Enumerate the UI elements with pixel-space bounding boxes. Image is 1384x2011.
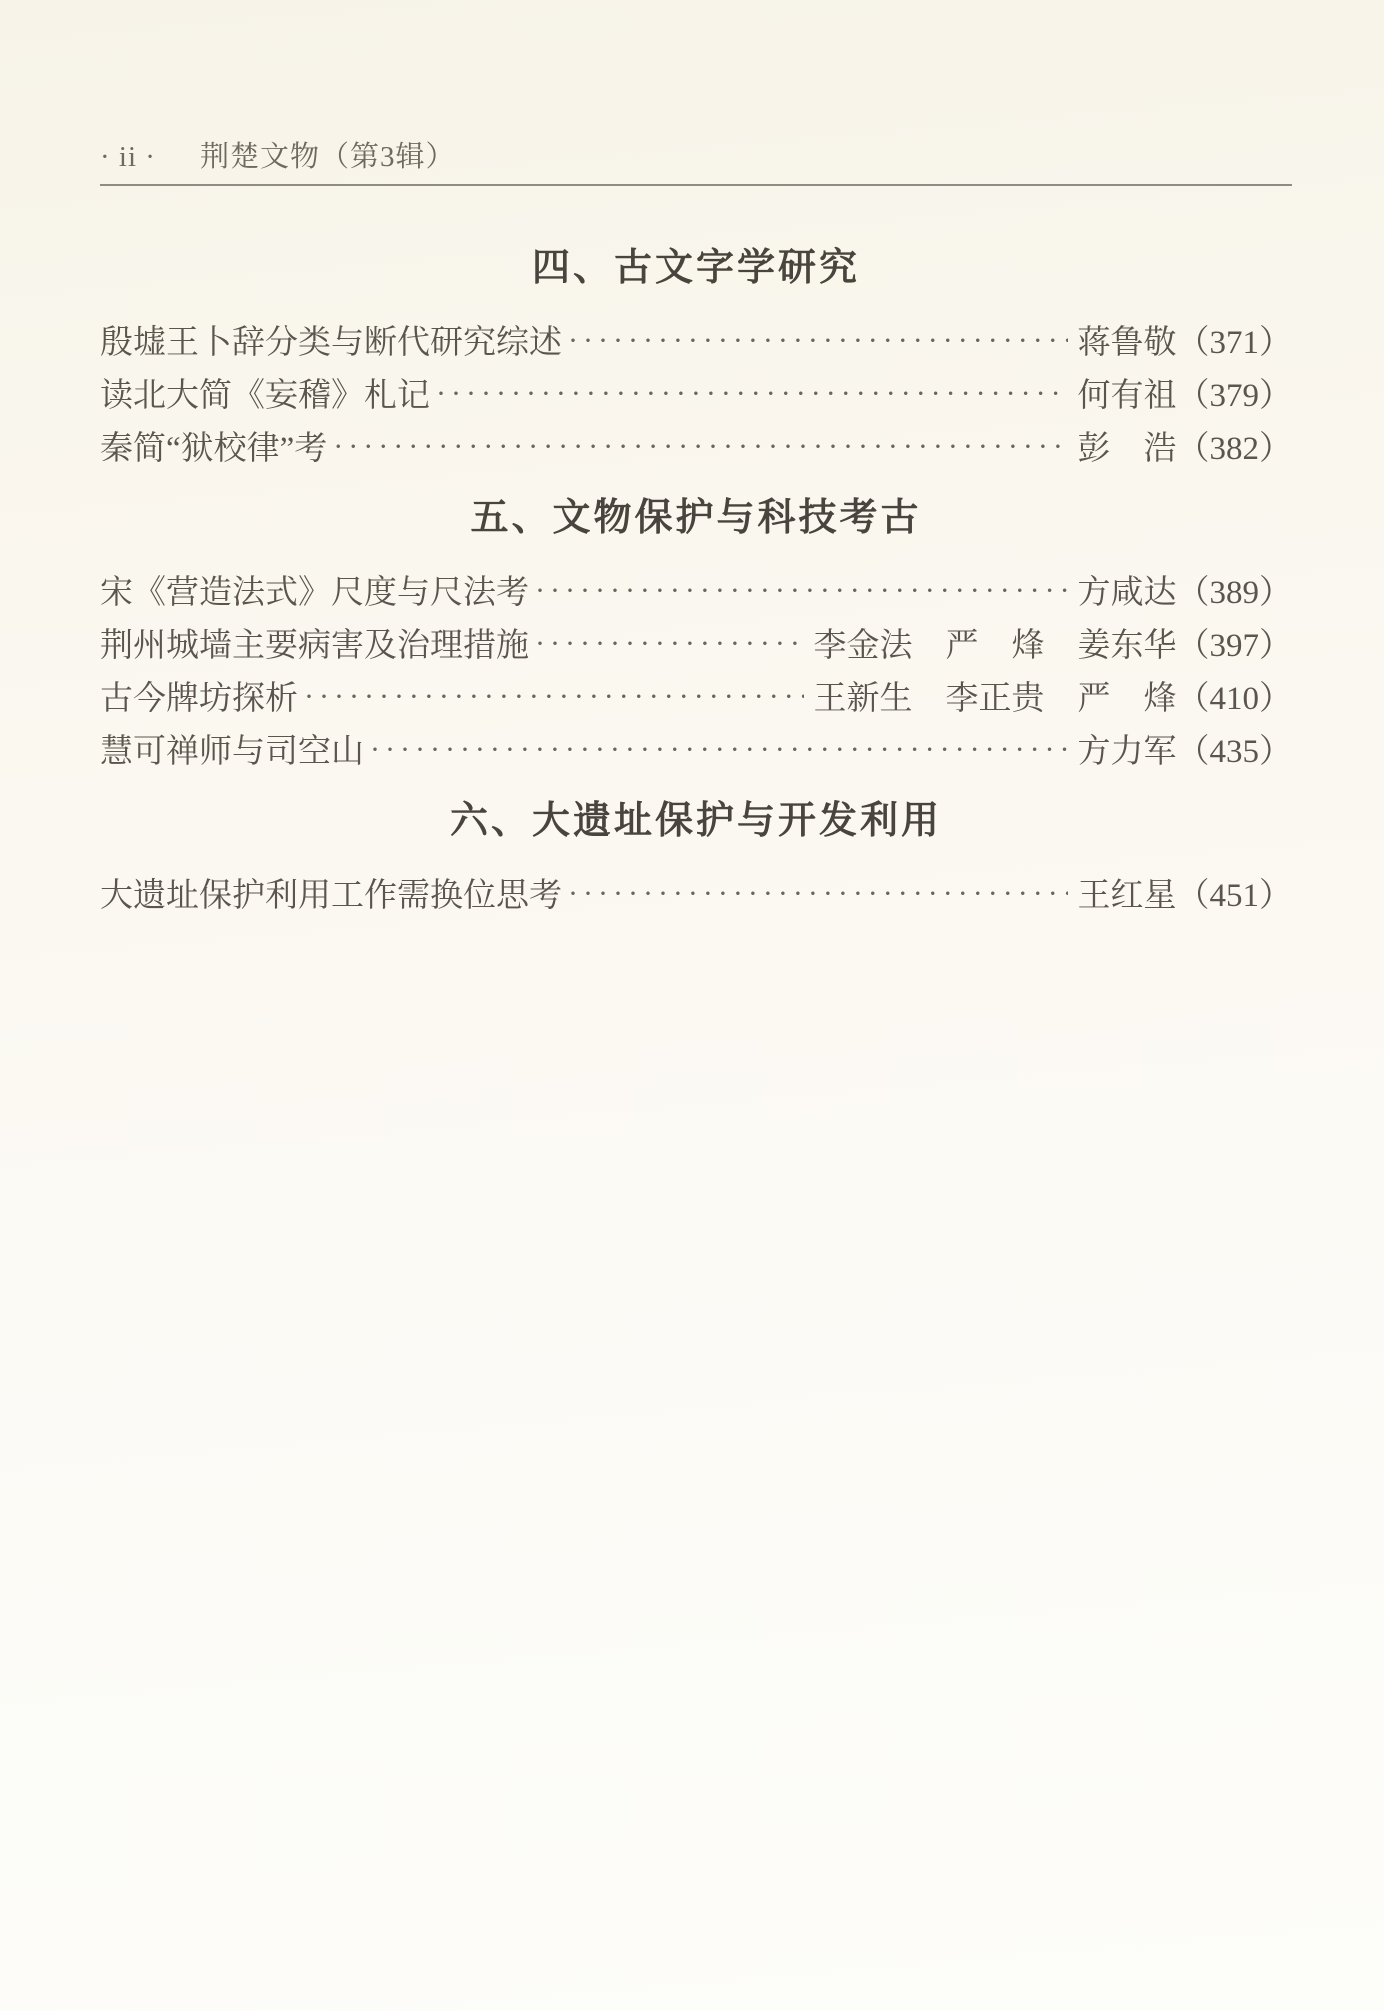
page-content bbox=[100, 0, 1292, 923]
dot-leader bbox=[304, 670, 804, 723]
toc-entry bbox=[100, 673, 1292, 726]
dot-leader bbox=[535, 617, 804, 670]
folio-page-number: · ii · bbox=[100, 141, 156, 173]
dot-leader bbox=[535, 564, 1068, 617]
entry-page-number: （382） bbox=[1176, 431, 1292, 467]
book-title: 荆楚文物（第3辑） bbox=[199, 141, 456, 173]
entry-authors: 蒋鲁敬 bbox=[1077, 325, 1177, 361]
entry-title: 秦简“狱校律”考 bbox=[100, 431, 328, 467]
entry-page-number: （371） bbox=[1176, 325, 1292, 361]
entry-authors: 方力军 bbox=[1077, 734, 1177, 770]
dot-leader bbox=[568, 867, 1068, 920]
section-heading: 六、大遗址保护与开发利用 bbox=[449, 800, 942, 842]
dot-leader bbox=[436, 367, 1068, 420]
toc-entry bbox=[100, 370, 1292, 423]
toc-entry bbox=[100, 870, 1292, 923]
running-head bbox=[100, 134, 1292, 175]
entry-authors: 李金法 严 烽 姜东华 bbox=[813, 628, 1177, 664]
entry-authors: 何有祖 bbox=[1077, 378, 1177, 414]
section-heading: 四、古文字学研究 bbox=[531, 247, 860, 289]
entry-title: 读北大简《妄稽》札记 bbox=[100, 378, 430, 414]
dot-leader bbox=[333, 420, 1067, 473]
entry-page-number: （451） bbox=[1176, 878, 1292, 914]
entry-list bbox=[100, 317, 1292, 476]
toc-entry bbox=[100, 567, 1292, 620]
toc-section-6 bbox=[100, 789, 1292, 923]
entry-list bbox=[100, 870, 1292, 923]
toc-entry bbox=[100, 726, 1292, 779]
toc-entry bbox=[100, 423, 1292, 476]
entry-authors: 彭 浩 bbox=[1077, 431, 1177, 467]
entry-page-number: （410） bbox=[1176, 681, 1292, 717]
entry-page-number: （379） bbox=[1176, 378, 1292, 414]
entry-page-number: （397） bbox=[1176, 628, 1292, 664]
entry-page-number: （389） bbox=[1176, 575, 1292, 611]
entry-authors: 王红星 bbox=[1077, 878, 1177, 914]
header-divider bbox=[100, 184, 1292, 186]
toc-entry bbox=[100, 620, 1292, 673]
entry-list bbox=[100, 567, 1292, 779]
toc-section-5 bbox=[100, 486, 1292, 779]
entry-authors: 王新生 李正贵 严 烽 bbox=[813, 681, 1177, 717]
dot-leader bbox=[568, 314, 1068, 367]
section-heading: 五、文物保护与科技考古 bbox=[470, 497, 922, 539]
entry-title: 殷墟王卜辞分类与断代研究综述 bbox=[100, 325, 562, 361]
dot-leader bbox=[370, 723, 1068, 776]
entry-title: 慧可禅师与司空山 bbox=[100, 734, 364, 770]
entry-title: 古今牌坊探析 bbox=[100, 681, 298, 717]
toc-section-4 bbox=[100, 236, 1292, 476]
entry-title: 大遗址保护利用工作需换位思考 bbox=[100, 878, 562, 914]
entry-page-number: （435） bbox=[1176, 734, 1292, 770]
entry-title: 荆州城墙主要病害及治理措施 bbox=[100, 628, 529, 664]
entry-authors: 方咸达 bbox=[1077, 575, 1177, 611]
entry-title: 宋《营造法式》尺度与尺法考 bbox=[100, 575, 529, 611]
toc-entry bbox=[100, 317, 1292, 370]
